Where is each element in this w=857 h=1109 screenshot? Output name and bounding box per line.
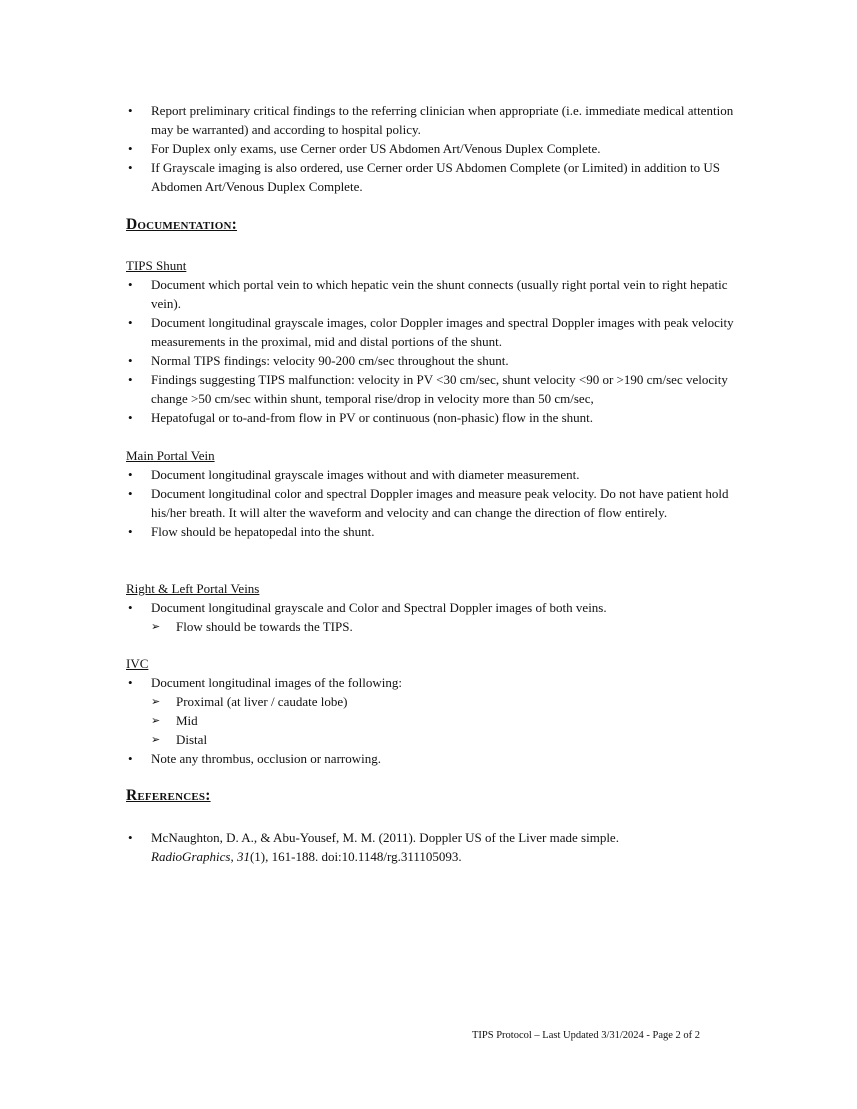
list-item: • Flow should be hepatopedal into the shunt. bbox=[126, 522, 736, 541]
right-left-portal-title: Right & Left Portal Veins bbox=[126, 581, 260, 596]
sub-list bbox=[151, 617, 736, 636]
reference-citation: (1), 161-188. doi:10.1148/rg.311105093. bbox=[249, 849, 462, 864]
documentation-heading: Documentation: bbox=[126, 216, 238, 233]
sub-list-item: ➢ Flow should be towards the TIPS. bbox=[151, 617, 736, 636]
references-list bbox=[126, 828, 736, 866]
page-footer: TIPS Protocol – Last Updated 3/31/2024 - Page 2 of 2 bbox=[472, 1030, 701, 1041]
ivc-bullets bbox=[126, 673, 736, 768]
ivc-title: IVC bbox=[126, 656, 149, 671]
tips-shunt-bullets bbox=[126, 275, 736, 427]
tips-shunt-title: TIPS Shunt bbox=[126, 258, 187, 273]
main-portal-vein-bullets bbox=[126, 465, 736, 541]
list-item-text: Document longitudinal grayscale and Color and Spectral Doppler images of both veins. bbox=[151, 600, 607, 615]
list-item: • Document which portal vein to which hepatic vein the shunt connects (usually right portal vein to right hepatic vein). bbox=[126, 275, 736, 313]
reference-item bbox=[126, 828, 736, 866]
list-item: • If Grayscale imaging is also ordered, use Cerner order US Abdomen Complete (or Limited) in addition to US Abdomen Art/Venous Duplex Complete. bbox=[126, 158, 736, 196]
intro-bullets bbox=[126, 101, 736, 196]
list-item: • For Duplex only exams, use Cerner order US Abdomen Art/Venous Duplex Complete. bbox=[126, 139, 736, 158]
list-item-text: Document longitudinal images of the following: bbox=[151, 675, 402, 690]
list-item: • Findings suggesting TIPS malfunction: velocity in PV <30 cm/sec, shunt velocity <90 or >190 cm/sec velocity change >50 cm/sec within shunt, temporal rise/drop in velocity more than 50 cm/sec, bbox=[126, 370, 736, 408]
reference-text: McNaughton, D. A., & Abu-Yousef, M. M. (2011). Doppler US of the Liver made simple. bbox=[151, 830, 619, 845]
list-item: • Document longitudinal color and spectral Doppler images and measure peak velocity. Do not have patient hold his/her breath. It will alter the waveform and velocity and can change the direction of flow entirely. bbox=[126, 484, 736, 522]
main-portal-vein-title: Main Portal Vein bbox=[126, 448, 215, 463]
list-item: • Document longitudinal grayscale images, color Doppler images and spectral Doppler images with peak velocity measurements in the proximal, mid and distal portions of the shunt. bbox=[126, 313, 736, 351]
reference-journal: RadioGraphics, 31 bbox=[151, 849, 250, 864]
list-item bbox=[126, 598, 736, 636]
list-item: • Document longitudinal grayscale images without and with diameter measurement. bbox=[126, 465, 736, 484]
sub-list-item: ➢ Distal bbox=[151, 730, 736, 749]
list-item: • Normal TIPS findings: velocity 90-200 cm/sec throughout the shunt. bbox=[126, 351, 736, 370]
references-heading: References: bbox=[126, 787, 211, 804]
sub-list bbox=[151, 692, 736, 749]
list-item: • Hepatofugal or to-and-from flow in PV or continuous (non-phasic) flow in the shunt. bbox=[126, 408, 736, 427]
list-item: • Report preliminary critical findings to the referring clinician when appropriate (i.e. immediate medical attention may be warranted) and according to hospital policy. bbox=[126, 101, 736, 139]
right-left-portal-bullets bbox=[126, 598, 736, 636]
sub-list-item: ➢ Mid bbox=[151, 711, 736, 730]
sub-list-item: ➢ Proximal (at liver / caudate lobe) bbox=[151, 692, 736, 711]
list-item bbox=[126, 673, 736, 749]
list-item: • Note any thrombus, occlusion or narrowing. bbox=[126, 749, 736, 768]
